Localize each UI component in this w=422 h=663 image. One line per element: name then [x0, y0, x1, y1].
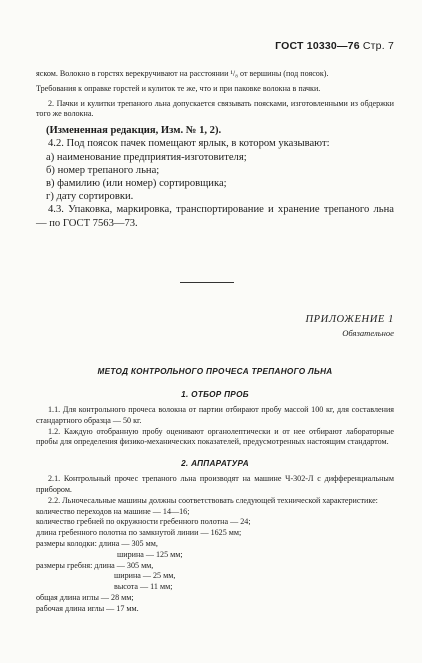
spec-item: количество переходов на машине — 14—16; [36, 506, 190, 516]
appendix-status: Обязательное [342, 328, 394, 338]
section-1-title: 1. ОТБОР ПРОБ [181, 390, 249, 399]
spec-item: размеры гребня: длина — 305 мм, [36, 560, 154, 570]
paragraph-continuation: яском. Волокно в горстях верекручивают на расстоянии ¹/₈ от вершины (под поясок). [36, 69, 329, 78]
standard-number: ГОСТ 10330—76 [275, 40, 360, 52]
spec-item: размеры колодки: длина — 305 мм, [36, 538, 158, 548]
list-item-a: а) наименование предприятия-изготовителя; [46, 151, 247, 163]
method-block [36, 367, 394, 615]
paragraph-2-1: 2.1. Контрольный прочес трепаного льна производят на машине Ч-302-Л с дифференциальным прибором. [36, 474, 394, 494]
list-item-b: б) номер трепаного льна; [46, 164, 160, 176]
paragraph-4-3: 4.3. Упаковка, маркировка, транспортирование и хранение трепаного льна — по ГОСТ 7563—73. [36, 204, 394, 229]
spec-item: количество гребней по окружности гребенного полотна — 24; [36, 517, 251, 527]
list-item-d: г) дату сортировки. [46, 191, 134, 203]
appendix-label [305, 314, 394, 338]
spec-item: ширина — 125 мм; [117, 549, 183, 559]
spec-item: общая длина иглы — 28 мм; [36, 592, 134, 602]
spec-item: рабочая длина иглы — 17 мм. [36, 603, 139, 613]
paragraph-2: 2. Пачки и кулитки трепаного льна допускается связывать поясками, изготовленными из обдержки того же волокна. [36, 98, 394, 119]
paragraph-4-2: 4.2. Под поясок пачек помещают ярлык, в котором указывают: [48, 138, 330, 150]
page-header [275, 40, 394, 52]
spec-item: высота — 11 мм; [114, 582, 173, 592]
list-item-c: в) фамилию (или номер) сортировщика; [46, 178, 227, 189]
top-text-block [36, 69, 394, 230]
paragraph-1-2: 1.2. Каждую отобранную пробу оценивают органолептически и от нее отбирают лабораторные пробы для определения физико-механических показателей, предусмотренных настоящим стандартом. [36, 426, 394, 447]
section-divider [180, 282, 234, 283]
section-2-title: 2. АППАРАТУРА [181, 459, 249, 469]
paragraph-requirements: Требования к оправке горстей и кулиток те же, что и при паковке волокна в пачки. [36, 83, 321, 93]
amendment-note: (Измененная редакция, Изм. № 1, 2). [46, 125, 222, 137]
appendix-title: ПРИЛОЖЕНИЕ 1 [305, 314, 394, 325]
spec-item: длина гребенного полотна по замкнутой линии — 1625 мм; [36, 528, 242, 538]
spec-item: ширина — 25 мм, [114, 571, 176, 581]
paragraph-1-1: 1.1. Для контрольного прочеса волокна от партии отбирают пробу массой 100 кг, для составления стандартного образца — 50 кг. [36, 405, 394, 425]
page-number: Стр. 7 [362, 40, 394, 52]
paragraph-2-2: 2.2. Льночесальные машины должны соответствовать следующей технической характеристике: [48, 495, 378, 505]
method-title: МЕТОД КОНТРОЛЬНОГО ПРОЧЕСА ТРЕПАНОГО ЛЬНА [97, 367, 333, 376]
